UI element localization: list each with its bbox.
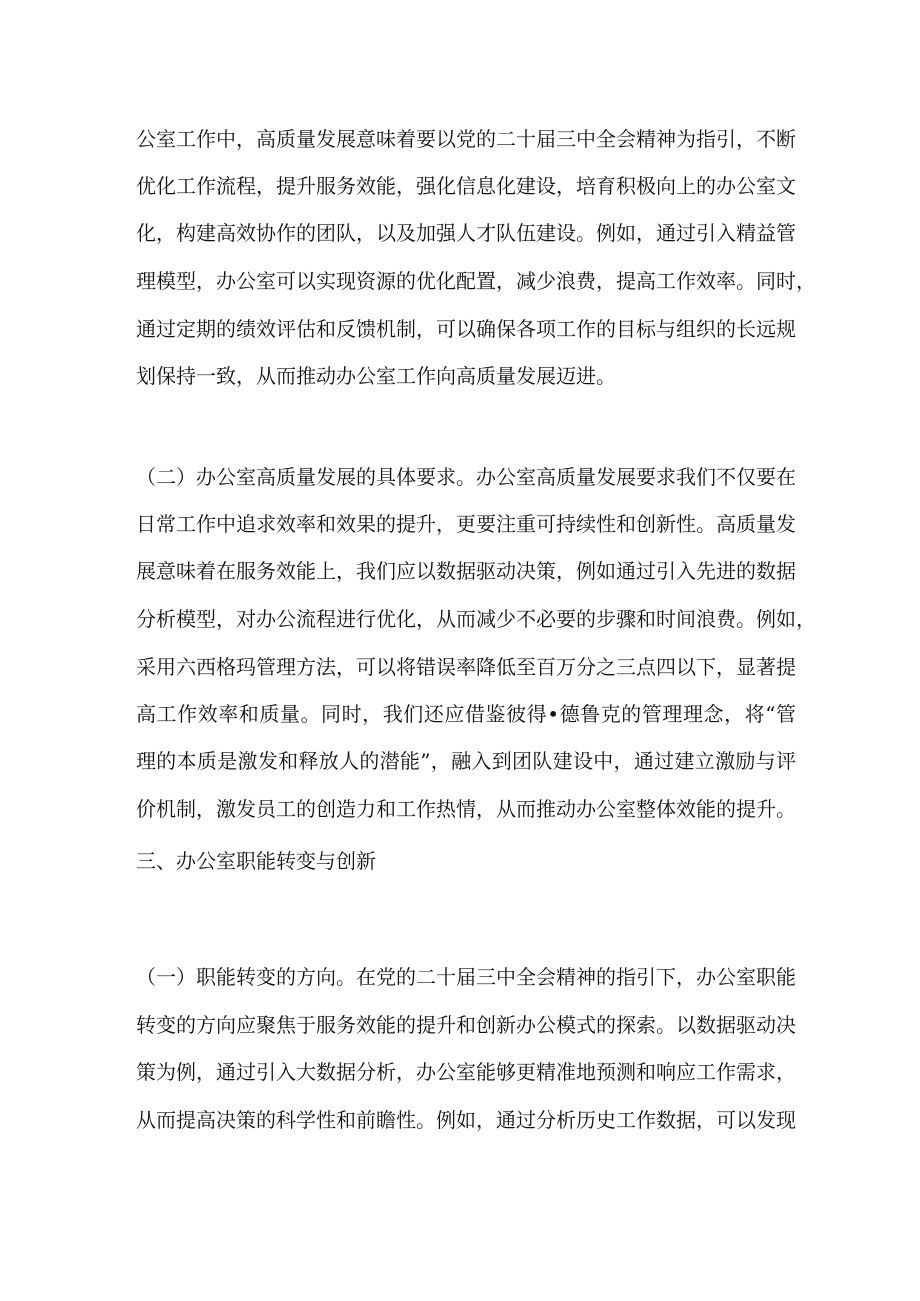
paragraph-2-line-1: （二）办公室高质量发展的具体要求。办公室高质量发展要求我们不仅要在: [136, 465, 796, 489]
paragraph-2-line-8: 价机制，激发员工的创造力和工作热情，从而推动办公室整体效能的提升。: [136, 797, 796, 821]
paragraph-1-line-3: 化，构建高效协作的团队，以及加强人才队伍建设。例如，通过引入精益管: [136, 221, 796, 245]
section-heading: 三、办公室职能转变与创新: [136, 849, 376, 873]
paragraph-1-line-4: 理模型，办公室可以实现资源的优化配置，减少浪费，提高工作效率。同时，: [136, 269, 816, 293]
paragraph-2-line-3: 展意味着在服务效能上，我们应以数据驱动决策，例如通过引入先进的数据: [136, 559, 796, 583]
paragraph-1-line-5: 通过定期的绩效评估和反馈机制，可以确保各项工作的目标与组织的长远规: [136, 317, 796, 341]
paragraph-2-line-4: 分析模型，对办公流程进行优化，从而减少不必要的步骤和时间浪费。例如，: [136, 607, 816, 631]
paragraph-1-line-6: 划保持一致，从而推动办公室工作向高质量发展迈进。: [136, 364, 616, 388]
paragraph-2-line-7: 理的本质是激发和释放人的潜能”，融入到团队建设中，通过建立激励与评: [136, 749, 796, 773]
paragraph-3-line-3: 策为例，通过引入大数据分析，办公室能够更精准地预测和响应工作需求，: [136, 1060, 796, 1084]
paragraph-2-line-6: 高工作效率和质量。同时，我们还应借鉴彼得•德鲁克的管理理念，将“管: [136, 702, 796, 726]
paragraph-2-line-5: 采用六西格玛管理方法，可以将错误率降低至百万分之三点四以下，显著提: [136, 655, 796, 679]
paragraph-2-line-2: 日常工作中追求效率和效果的提升，更要注重可持续性和创新性。高质量发: [136, 512, 796, 536]
paragraph-1-line-1: 公室工作中，高质量发展意味着要以党的二十届三中全会精神为指引，不断: [136, 127, 796, 151]
paragraph-3-line-4: 从而提高决策的科学性和前瞻性。例如，通过分析历史工作数据，可以发现: [136, 1108, 796, 1132]
paragraph-1-line-2: 优化工作流程，提升服务效能，强化信息化建设，培育积极向上的办公室文: [136, 174, 796, 198]
paragraph-3-line-1: （一）职能转变的方向。在党的二十届三中全会精神的指引下，办公室职能: [136, 965, 796, 989]
paragraph-3-line-2: 转变的方向应聚焦于服务效能的提升和创新办公模式的探索。以数据驱动决: [136, 1013, 796, 1037]
